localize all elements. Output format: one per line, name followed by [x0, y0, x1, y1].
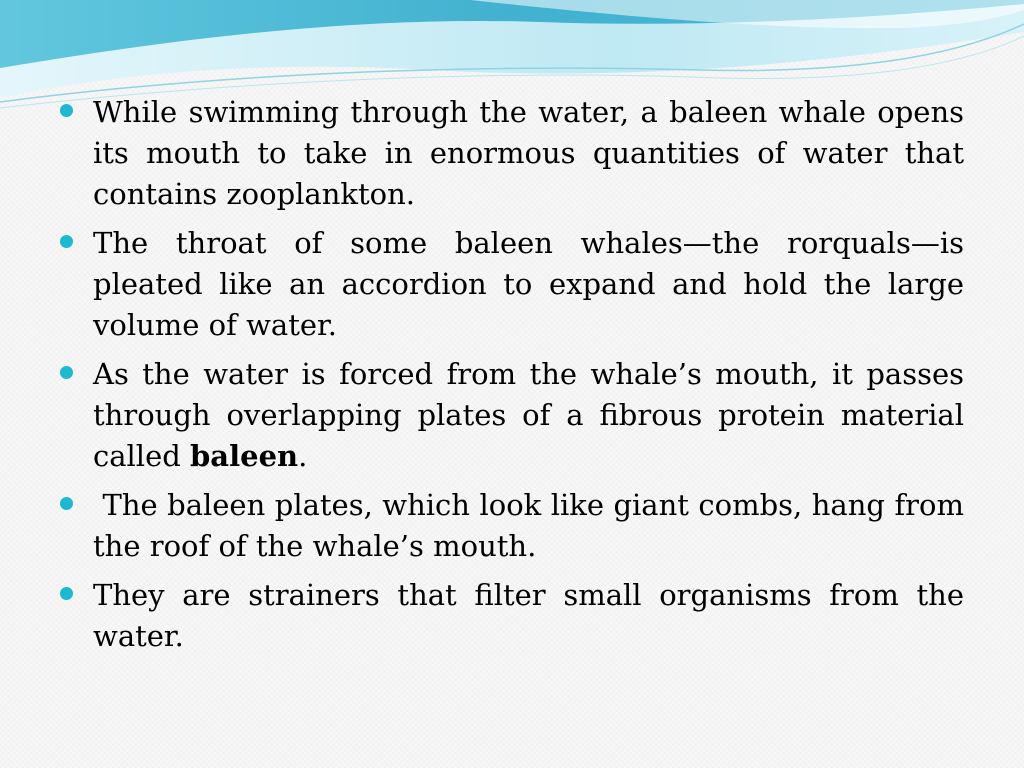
bullet-item	[58, 575, 964, 657]
bullet-item	[58, 354, 964, 477]
bullet-text: As the water is forced from the whale’s mouth, it passes through overlapping plates of a fibrous protein material called	[93, 357, 964, 473]
bullet-bold-term: baleen	[190, 439, 299, 473]
bullet-dot-icon	[60, 366, 73, 379]
bullet-dot-icon	[60, 497, 73, 510]
bullet-dot-icon	[60, 587, 73, 600]
bullet-text: The baleen plates, which look like giant combs, hang from the roof of the whale’s mouth.	[93, 488, 964, 563]
bullet-item	[58, 92, 964, 215]
bullet-dot-icon	[60, 235, 73, 248]
bullet-dot-icon	[60, 104, 73, 117]
bullet-text: While swimming through the water, a baleen whale opens its mouth to take in enormous quantities of water that contains zooplankton.	[93, 95, 964, 211]
bullet-text-end: .	[298, 439, 308, 473]
bullet-item	[58, 485, 964, 567]
bullet-text: They are strainers that filter small organisms from the water.	[93, 578, 964, 653]
bullet-text: The throat of some baleen whales—the rorquals—is pleated like an accordion to expand and hold the large volume of water.	[93, 226, 964, 342]
slide-content	[58, 92, 964, 665]
bullet-item	[58, 223, 964, 346]
